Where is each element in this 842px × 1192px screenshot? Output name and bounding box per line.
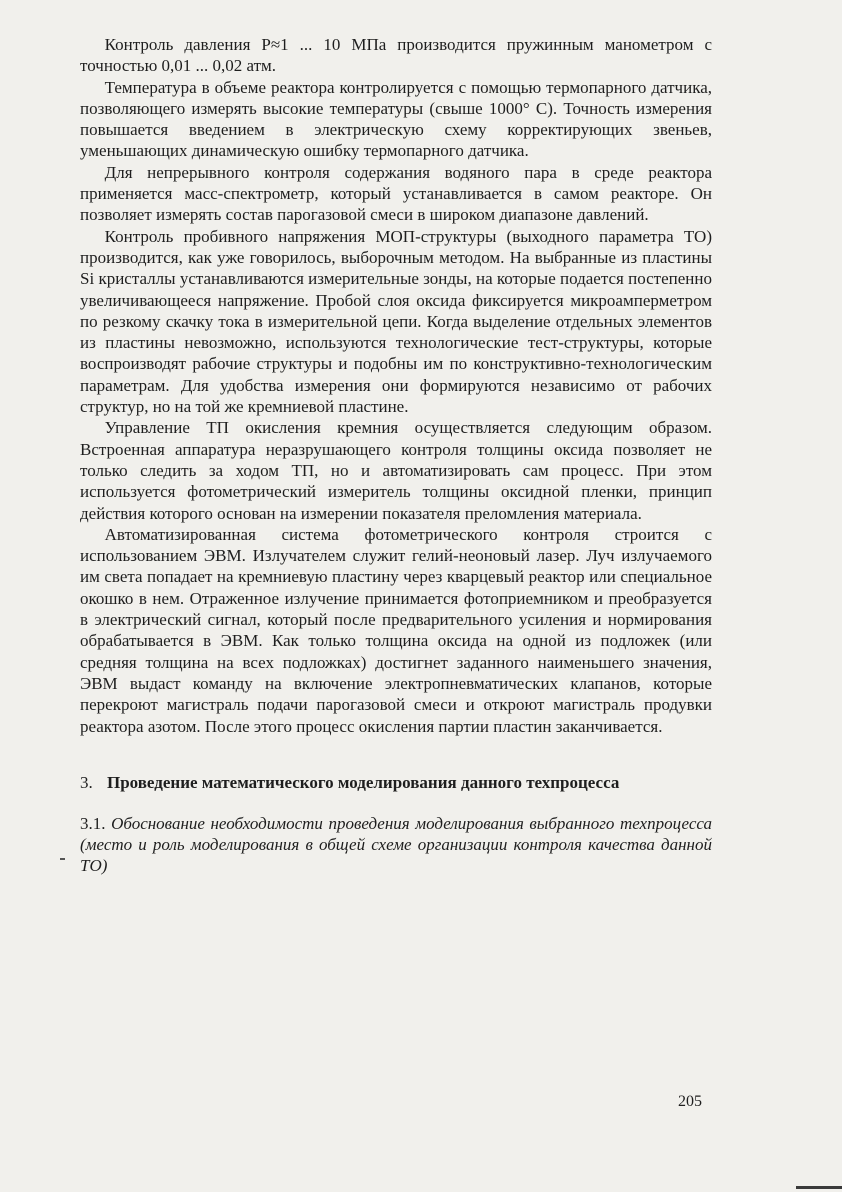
subsection-number: 3.1.	[80, 813, 112, 833]
scan-edge-mark	[60, 858, 65, 860]
scan-corner-mark	[796, 1186, 842, 1189]
page-body	[80, 34, 712, 876]
section-heading	[80, 772, 712, 793]
section-title: Проведение математического моделирования данного техпроцесса	[107, 772, 620, 792]
paragraph-oxidation-management: Управление ТП окисления кремния осуществляется следующим образом. Встроенная аппаратура неразрушающего контроля толщины оксида позволяет не только следить за ходом ТП, но и автоматизировать сам процесс. При этом используется фотометрический измеритель толщины оксидной пленки, принцип действия которого основан на измерении показателя преломления материала.	[80, 418, 712, 523]
subsection-heading	[80, 813, 712, 876]
paragraph-breakdown-voltage: Контроль пробивного напряжения МОП-структуры (выходного параметра ТО) производится, как уже говорилось, выборочным методом. На выбранные из пластины Si кристаллы устанавливаются измерительные зонды, на которые подается постепенно увеличивающееся напряжение. Пробой слоя оксида фиксируется микроамперметром по резкому скачку тока в измерительной цепи. Когда выделение отдельных элементов из пластины невозможно, используются технологические тест-структуры, которые воспроизводят рабочие структуры и подобны им по конструктивно-технологическим параметрам. Для удобства измерения они формируются независимо от рабочих структур, но на той же кремниевой пластине.	[80, 226, 712, 417]
paragraph-water-vapor-control: Для непрерывного контроля содержания водяного пара в среде реактора применяется масс-спектрометр, который устанавливается в самом реакторе. Он позволяет измерять состав парогазовой смеси в широком диапазоне давлений.	[80, 162, 712, 225]
page-number: 205	[678, 1093, 702, 1110]
subsection-title: Обоснование необходимости проведения моделирования выбранного техпроцесса (место и роль моделирования в общей схеме организации контроля качества данной ТО)	[80, 813, 712, 875]
paragraph-automated-system: Автоматизированная система фотометрического контроля строится с использованием ЭВМ. Излучателем служит гелий-неоновый лазер. Луч излучаемого им света попадает на кремниевую пластину через кварцевый реактор или специальное окошко в нем. Отраженное излучение принимается фотоприемником и преобразуется в электрический сигнал, который после предварительного усиления и нормирования обрабатывается в ЭВМ. Как только толщина оксида на одной из подложек (или средняя толщина на всех подложках) достигнет заданного наименьшего значения, ЭВМ выдаст команду на включение электропневматических клапанов, которые перекроют магистраль подачи парогазовой смеси и откроют магистраль продувки реактора азотом. После этого процесс окисления партии пластин заканчивается.	[80, 524, 712, 736]
paragraph-temperature-control: Температура в объеме реактора контролируется с помощью термопарного датчика, позволяющего измерять высокие температуры (свыше 1000° С). Точность измерения повышается введением в электрическую схему корректирующих звеньев, уменьшающих динамическую ошибку термопарного датчика.	[80, 77, 712, 161]
section-number: 3.	[80, 772, 93, 792]
paragraph-pressure-control: Контроль давления P≈1 ... 10 МПа производится пружинным манометром с точностью 0,01 ... 0,02 атм.	[80, 35, 712, 76]
